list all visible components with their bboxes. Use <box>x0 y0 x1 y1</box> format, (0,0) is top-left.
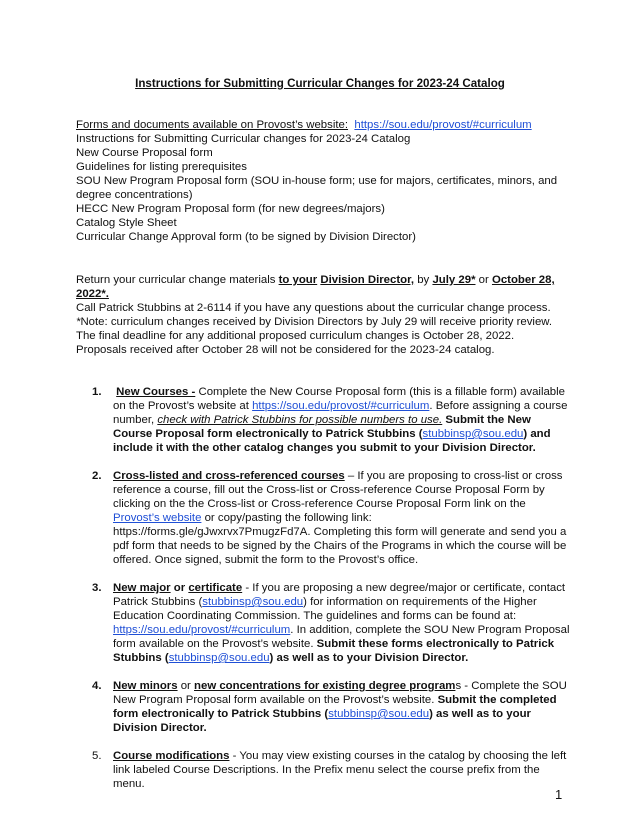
return-line <box>76 273 576 301</box>
item-number: 2. <box>92 470 102 482</box>
page-title: Instructions for Submitting Curricular Changes for 2023-24 Catalog <box>135 77 505 90</box>
item-bold-text: Submit the New Course Proposal form electronically to Patrick Stubbins ( <box>113 414 531 440</box>
item-italic-text: check with Patrick Stubbins for possible numbers to use. <box>157 414 443 426</box>
email-link[interactable]: stubbinsp@sou.edu <box>422 428 524 440</box>
item-heading: Cross-listed and cross-referenced courses <box>113 470 345 482</box>
forms-item: Guidelines for listing prerequisites <box>76 161 247 173</box>
instructions-list <box>92 385 570 805</box>
email-link[interactable]: stubbinsp@sou.edu <box>202 596 304 608</box>
item-bold-text: or <box>170 582 189 594</box>
note-text: Note: curriculum changes received by Division Directors by July 29 will receive priority review. The final deadline for any additional proposed curriculum changes is October 28, 2022. Proposals received after October 28 will not be considered for the 2023-24 catalog. <box>76 316 553 356</box>
item-bold-text: Submit these forms electronically to Patrick Stubbins ( <box>113 638 555 664</box>
list-item <box>92 679 570 735</box>
forms-item: Catalog Style Sheet <box>76 217 177 229</box>
provost-curriculum-link[interactable]: https://sou.edu/provost/#curriculum <box>252 400 430 412</box>
item-text: s - Complete the SOU New Program Proposal form available on the Provost’s website. <box>113 680 567 706</box>
forms-item: Curricular Change Approval form (to be signed by Division Director) <box>76 231 416 243</box>
item-heading: Course modifications <box>113 750 230 762</box>
return-text: Return your curricular change materials <box>76 274 279 286</box>
item-text: or copy/pasting the following link: https://forms.gle/gJwxrvx7PmugzFd7A. Completing this form will generate and send you a pdf form that needs to be signed by the Chairs of the Programs in which the course will be offered. Once signed, submit the form to the Provost’s office. <box>113 512 567 566</box>
item-heading: certificate <box>188 582 243 594</box>
email-link[interactable]: stubbinsp@sou.edu <box>168 652 270 664</box>
list-item <box>92 581 570 665</box>
email-link[interactable]: stubbinsp@sou.edu <box>328 708 430 720</box>
item-bold-text: Submit the completed form electronically to Patrick Stubbins ( <box>113 694 557 720</box>
item-heading: New Courses - <box>116 386 196 398</box>
provost-curriculum-link[interactable]: https://sou.edu/provost/#curriculum <box>113 624 291 636</box>
forms-item: New Course Proposal form <box>76 147 213 159</box>
item-text: – If you are proposing to cross-list or cross reference a course, fill out the Cross-list or Cross-reference Course Proposal Form by clicking on the the Cross-list or Cross-reference Course Proposal Form link on the <box>113 470 563 510</box>
list-item <box>92 385 570 455</box>
forms-item: HECC New Program Proposal form (for new degrees/majors) <box>76 203 385 215</box>
forms-intro-text: Forms and documents available on Provost’s website: <box>76 119 349 131</box>
to-your-text: to your <box>278 274 318 286</box>
list-item <box>92 749 570 791</box>
return-instructions <box>76 273 576 315</box>
october-deadline: October 28, 2022*. <box>76 274 555 300</box>
item-text: - You may view existing courses in the catalog by choosing the left link labeled Course Descriptions. In the Prefix menu select the course prefix from the menu. <box>113 750 567 790</box>
provost-website-link[interactable]: Provost’s website <box>113 512 202 524</box>
item-text: or <box>177 680 195 692</box>
forms-item: Instructions for Submitting Curricular changes for 2023-24 Catalog <box>76 133 411 145</box>
item-heading: New major <box>113 582 171 594</box>
item-text: ) for information on requirements of the Higher Education Coordinating Commission. The guidelines and forms can be found at: <box>113 596 537 622</box>
item-bold-text: ) as well as to your Division Director. <box>113 708 531 734</box>
item-heading: New minors <box>113 680 178 692</box>
item-number: 5. <box>92 750 102 762</box>
item-bold-text: ) and include it with the other catalog changes you submit to your Division Director. <box>113 428 551 454</box>
page-number: 1 <box>555 787 563 802</box>
item-number: 1. <box>92 386 102 398</box>
item-text: . Before assigning a course number, <box>113 400 568 426</box>
item-number: 3. <box>92 582 102 594</box>
list-item <box>92 469 570 567</box>
forms-item: SOU New Program Proposal form (SOU in-house form; use for majors, certificates, minors, and degree concentrations) <box>76 175 558 201</box>
forms-list <box>76 118 576 244</box>
item-text: - If you are proposing a new degree/major or certificate, contact Patrick Stubbins ( <box>113 582 566 608</box>
provost-curriculum-link[interactable]: https://sou.edu/provost/#curriculum <box>354 119 532 131</box>
return-text: by <box>414 274 433 286</box>
division-director-text: Division Director, <box>320 274 415 286</box>
item-text: . In addition, complete the SOU New Program Proposal form available on the Provost’s website. <box>113 624 570 650</box>
item-heading: new concentrations for existing degree program <box>194 680 456 692</box>
july-deadline: July 29* <box>432 274 476 286</box>
forms-intro <box>76 118 576 132</box>
item-text: Complete the New Course Proposal form (this is a fillable form) available on the Provost’s website at <box>113 386 566 412</box>
return-text: or <box>475 274 492 286</box>
item-number: 4. <box>92 680 102 692</box>
contact-line: Call Patrick Stubbins at 2-6114 if you have any questions about the curricular change process. <box>76 302 551 314</box>
note-star: * <box>76 316 81 328</box>
priority-note <box>76 315 566 357</box>
item-bold-text: ) as well as to your Division Director. <box>269 652 469 664</box>
